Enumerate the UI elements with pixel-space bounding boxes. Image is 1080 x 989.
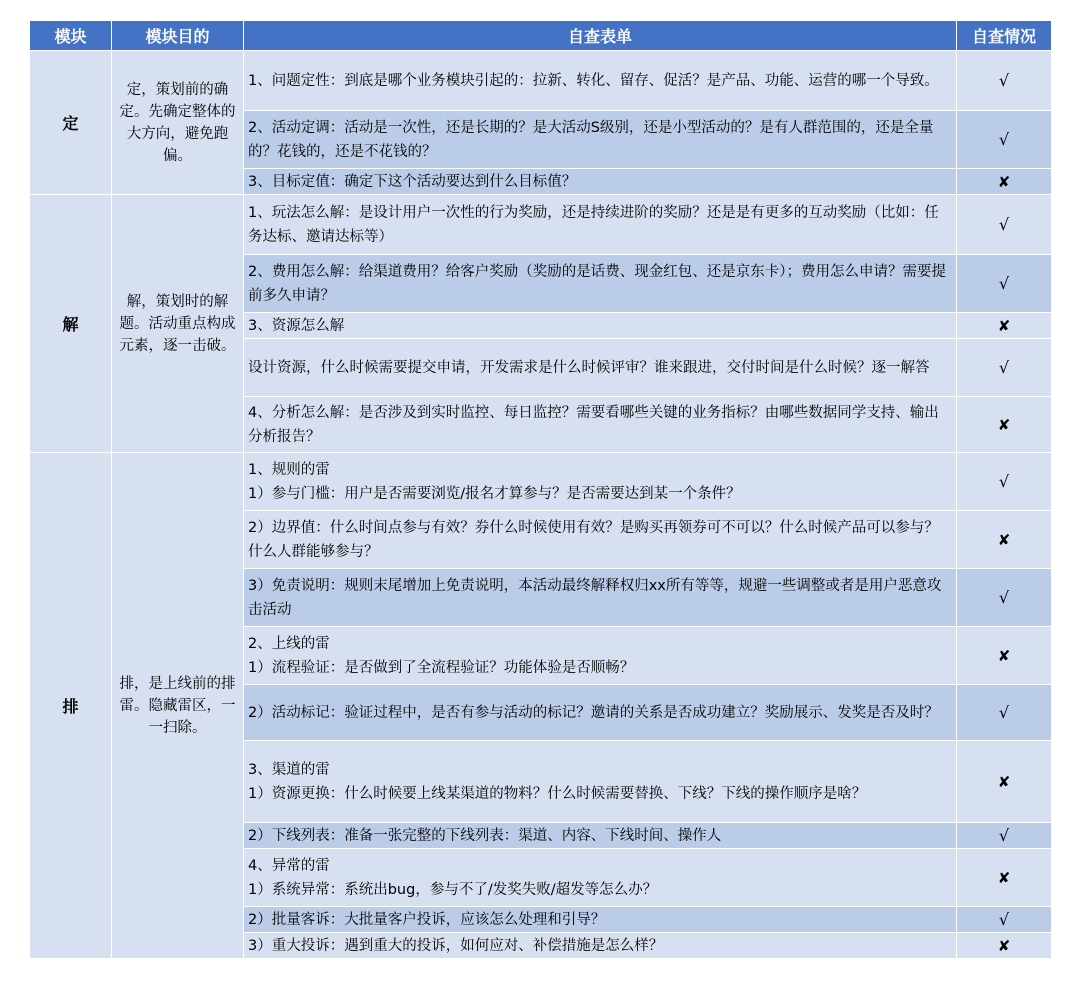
header-checklist: 自查表单 xyxy=(244,21,957,51)
checklist-item: 2）下线列表：准备一张完整的下线列表：渠道、内容、下线时间、操作人 xyxy=(244,823,957,849)
checklist-item: 1、规则的雷 1）参与门槛：用户是否需要浏览/报名才算参与？是否需要达到某一个条件？ xyxy=(244,453,957,511)
checklist-item: 3）免责说明：规则末尾增加上免责说明，本活动最终解释权归xx所有等等，规避一些调整或者是用户恶意攻击活动 xyxy=(244,569,957,627)
section-name-jie: 解 xyxy=(30,195,112,453)
cross-icon: ✘ xyxy=(957,511,1052,569)
checklist-item: 3、渠道的雷 1）资源更换：什么时候要上线某渠道的物料？什么时候需要替换、下线？下线的操作顺序是啥？ xyxy=(244,741,957,823)
section-purpose-ding: 定，策划前的确定。先确定整体的大方向，避免跑偏。 xyxy=(112,51,244,195)
checklist-item: 设计资源，什么时候需要提交申请，开发需求是什么时候评审？谁来跟进，交付时间是什么时候？逐一解答 xyxy=(244,339,957,397)
table-row xyxy=(30,195,1052,255)
cross-icon: ✘ xyxy=(957,933,1052,959)
check-status: √ xyxy=(957,907,1052,933)
table-row xyxy=(30,51,1052,111)
header-status: 自查情况 xyxy=(957,21,1052,51)
check-status: √ xyxy=(957,453,1052,511)
checklist-item: 3、目标定值：确定下这个活动要达到什么目标值？ xyxy=(244,169,957,195)
check-status: √ xyxy=(957,339,1052,397)
check-status: √ xyxy=(957,255,1052,313)
checklist-item: 4、异常的雷 1）系统异常：系统出bug，参与不了/发奖失败/超发等怎么办？ xyxy=(244,849,957,907)
checklist-item: 3、资源怎么解 xyxy=(244,313,957,339)
self-check-table xyxy=(29,20,1052,959)
checklist-item: 2、上线的雷 1）流程验证：是否做到了全流程验证？功能体验是否顺畅？ xyxy=(244,627,957,685)
check-status: √ xyxy=(957,823,1052,849)
cross-icon: ✘ xyxy=(957,397,1052,453)
cross-icon: ✘ xyxy=(957,169,1052,195)
header-module: 模块 xyxy=(30,21,112,51)
checklist-item: 2、活动定调：活动是一次性，还是长期的？是大活动S级别，还是小型活动的？是有人群范围的，还是全量的？花钱的，还是不花钱的？ xyxy=(244,111,957,169)
section-name-ding: 定 xyxy=(30,51,112,195)
check-status: √ xyxy=(957,51,1052,111)
checklist-item: 3）重大投诉：遇到重大的投诉，如何应对、补偿措施是怎么样？ xyxy=(244,933,957,959)
checklist-item: 1、玩法怎么解：是设计用户一次性的行为奖励，还是持续进阶的奖励？还是是有更多的互动奖励（比如：任务达标、邀请达标等） xyxy=(244,195,957,255)
header-row xyxy=(30,21,1052,51)
section-name-pai: 排 xyxy=(30,453,112,959)
cross-icon: ✘ xyxy=(957,849,1052,907)
check-status: √ xyxy=(957,569,1052,627)
checklist-item: 2）活动标记：验证过程中，是否有参与活动的标记？邀请的关系是否成功建立？奖励展示、发奖是否及时？ xyxy=(244,685,957,741)
check-status: √ xyxy=(957,111,1052,169)
check-status: √ xyxy=(957,195,1052,255)
checklist-item: 4、分析怎么解：是否涉及到实时监控、每日监控？需要看哪些关键的业务指标？由哪些数据同学支持、输出分析报告？ xyxy=(244,397,957,453)
checklist-item: 2）边界值：什么时间点参与有效？券什么时候使用有效？是购买再领券可不可以？什么时候产品可以参与？什么人群能够参与？ xyxy=(244,511,957,569)
cross-icon: ✘ xyxy=(957,741,1052,823)
cross-icon: ✘ xyxy=(957,627,1052,685)
checklist-item: 2、费用怎么解：给渠道费用？给客户奖励（奖励的是话费、现金红包、还是京东卡）；费用怎么申请？需要提前多久申请？ xyxy=(244,255,957,313)
section-purpose-jie: 解，策划时的解题。活动重点构成元素，逐一击破。 xyxy=(112,195,244,453)
section-purpose-pai: 排，是上线前的排雷。隐藏雷区，一一扫除。 xyxy=(112,453,244,959)
checklist-item: 1、问题定性：到底是哪个业务模块引起的：拉新、转化、留存、促活？是产品、功能、运营的哪一个导致。 xyxy=(244,51,957,111)
table-row xyxy=(30,453,1052,511)
check-status: √ xyxy=(957,685,1052,741)
checklist-item: 2）批量客诉：大批量客户投诉，应该怎么处理和引导？ xyxy=(244,907,957,933)
header-purpose: 模块目的 xyxy=(112,21,244,51)
cross-icon: ✘ xyxy=(957,313,1052,339)
